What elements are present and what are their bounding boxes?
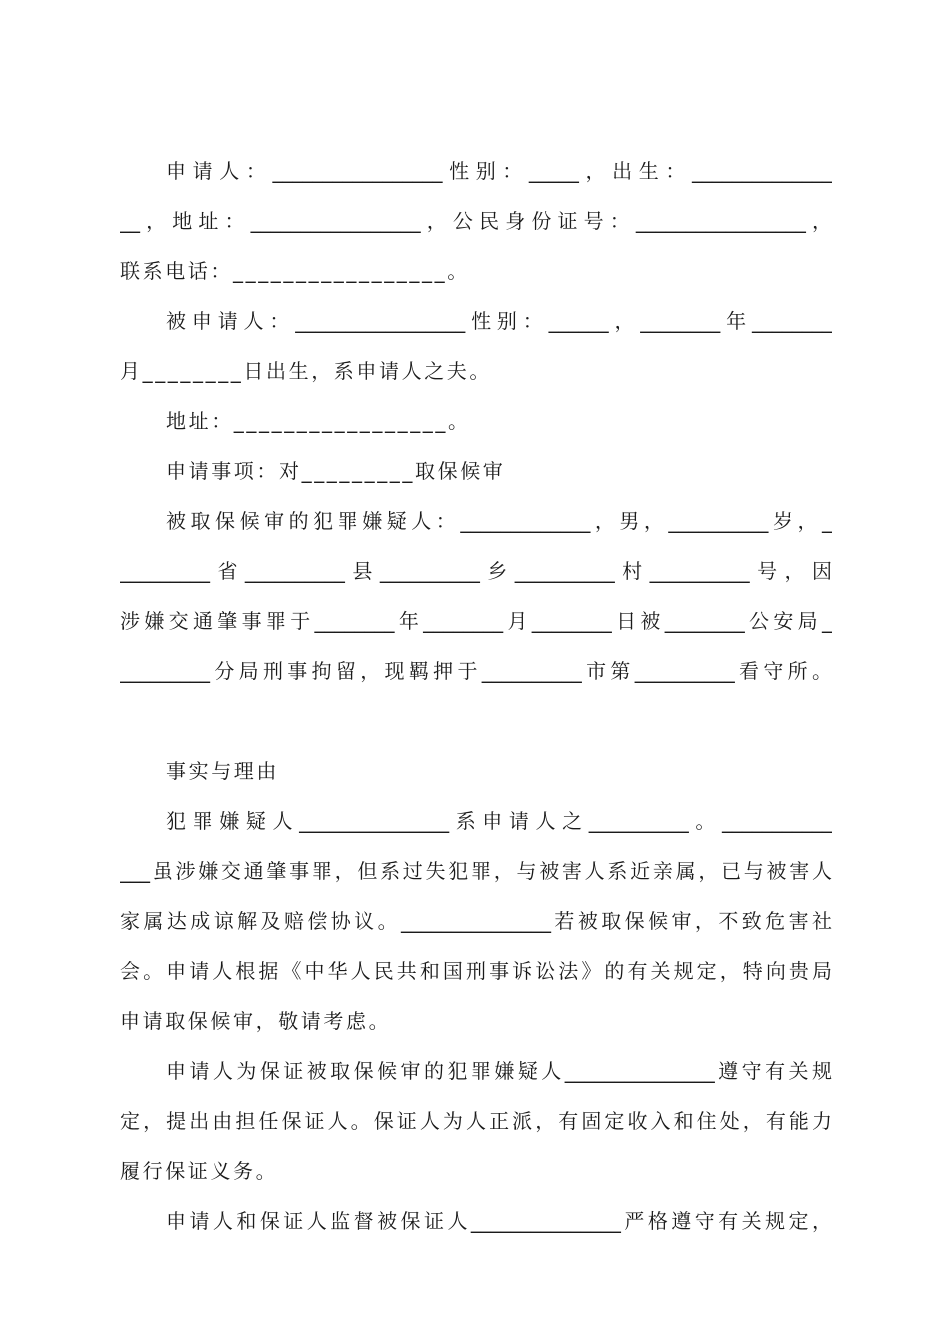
text-line: 犯罪嫌疑人_______________系申请人之__________。___________ — [166, 809, 832, 833]
text-line: 定，提出由担任保证人。保证人为人正派，有固定收入和住处，有能力 — [120, 1109, 832, 1133]
text-line: 申请人和保证人监督被保证人_______________严格遵守有关规定， — [166, 1209, 832, 1233]
text-line: _________分局刑事拘留，现羁押于__________市第__________看守所。 — [120, 659, 832, 683]
text-line: 履行保证义务。 — [120, 1159, 279, 1183]
text-line: 申请事项：对_________取保候审 — [166, 459, 506, 483]
text-line: 地址：_________________。 — [166, 409, 471, 433]
text-line: 申请取保候审，敬请考虑。 — [120, 1009, 392, 1033]
text-line: 申请人为保证被取保候审的犯罪嫌疑人_______________遵守有关规 — [166, 1059, 832, 1083]
text-line: _________省__________县__________乡__________村__________号，因 — [120, 559, 832, 583]
text-line: ___虽涉嫌交通肇事罪，但系过失犯罪，与被害人系近亲属，已与被害人 — [120, 859, 832, 883]
text-line: 申请人：_________________性别：_____，出生：______________ — [166, 159, 832, 183]
text-line: 月________日出生，系申请人之夫。 — [120, 359, 492, 383]
text-line: 涉嫌交通肇事罪于________年________月________日被________公安局_ — [120, 609, 832, 633]
text-line: 联系电话：_________________。 — [120, 259, 470, 283]
text-line: __，地址：_________________，公民身份证号：_________________， — [120, 209, 832, 233]
text-line: 会。申请人根据《中华人民共和国刑事诉讼法》的有关规定，特向贵局 — [120, 959, 832, 983]
text-line: 家属达成谅解及赔偿协议。_______________若被取保候审，不致危害社 — [120, 909, 832, 933]
text-line: 被取保候审的犯罪嫌疑人：_____________，男，__________岁，_ — [166, 509, 832, 533]
section-heading: 事实与理由 — [166, 759, 279, 783]
text-line: 被申请人：_________________性别：______，________年________ — [166, 309, 832, 333]
